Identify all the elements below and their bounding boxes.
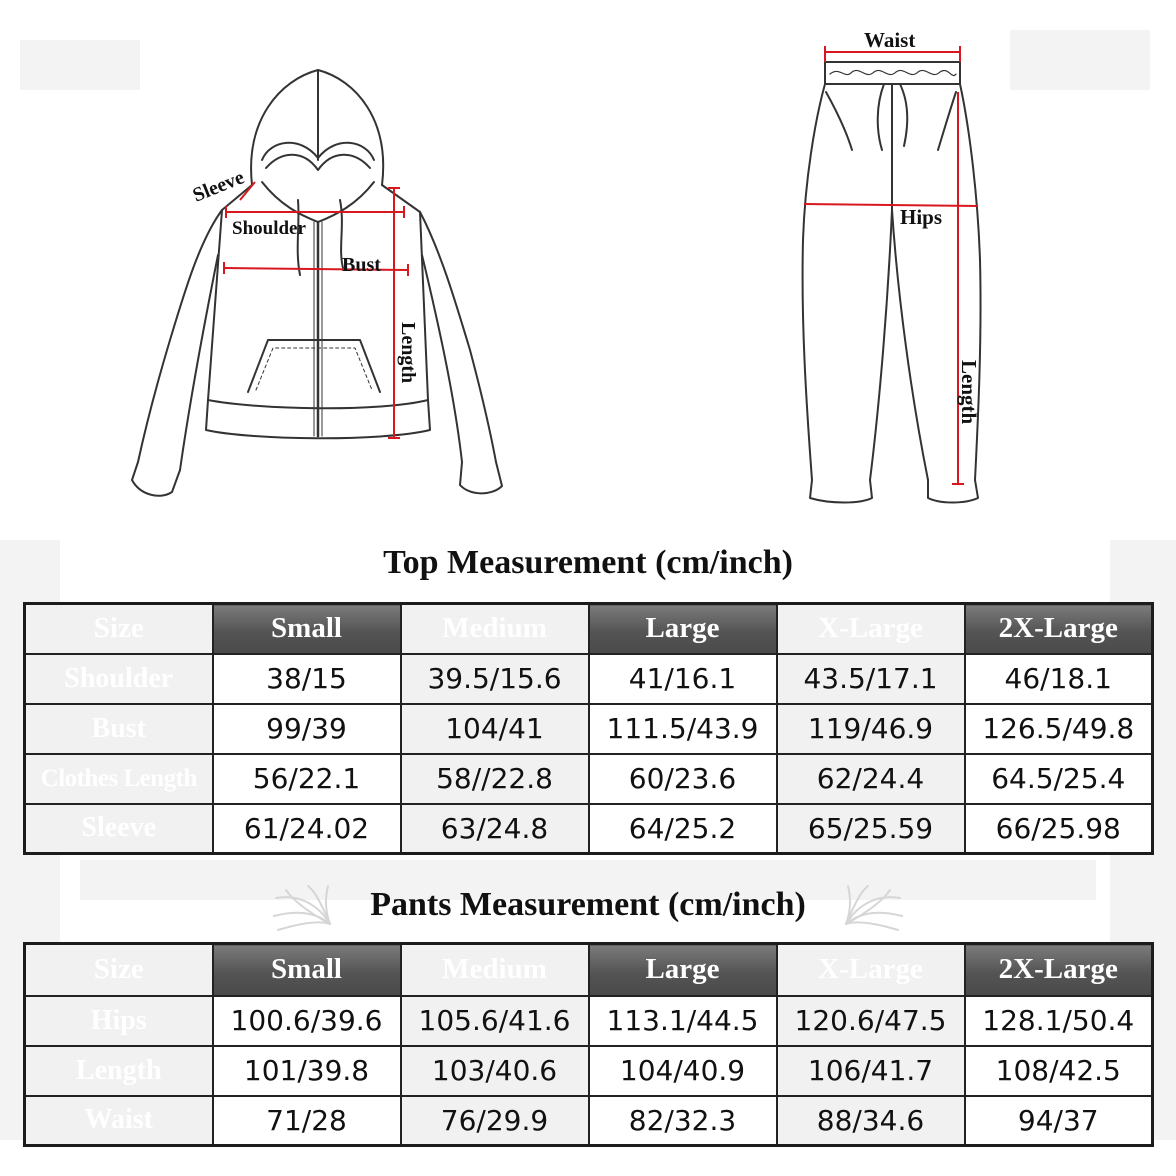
row-label-waist: Waist [25,1096,213,1146]
table-header-row [25,944,1153,996]
table-cell: 38/15 [213,654,401,704]
header-x-large: X-Large [777,604,965,654]
table-row [25,996,1153,1046]
table-cell: 56/22.1 [213,754,401,804]
garment-diagrams [0,0,1176,520]
table-cell: 111.5/43.9 [589,704,777,754]
table-cell: 119/46.9 [777,704,965,754]
header-2x-large: 2X-Large [965,944,1153,996]
table-cell: 63/24.8 [401,804,589,854]
table-cell: 104/41 [401,704,589,754]
header-x-large: X-Large [777,944,965,996]
table-cell: 61/24.02 [213,804,401,854]
table-cell: 64/25.2 [589,804,777,854]
hoodie-illustration [132,70,502,496]
table-row [25,654,1153,704]
table-cell: 94/37 [965,1096,1153,1146]
table-cell: 126.5/49.8 [965,704,1153,754]
sleeve-label: Sleeve [189,166,248,207]
table-cell: 104/40.9 [589,1046,777,1096]
table-cell: 76/29.9 [401,1096,589,1146]
table-row [25,1046,1153,1096]
pants-size-table [23,942,1154,1147]
table-header-row [25,604,1153,654]
header-medium: Medium [401,944,589,996]
table-row [25,1096,1153,1146]
table-cell: 128.1/50.4 [965,996,1153,1046]
table-cell: 120.6/47.5 [777,996,965,1046]
pants-measurement-title: Pants Measurement (cm/inch) [370,886,806,923]
shoulder-label: Shoulder [232,218,306,239]
row-label-shoulder: Shoulder [25,654,213,704]
table-cell: 62/24.4 [777,754,965,804]
pants-illustration [803,62,981,503]
table-row [25,704,1153,754]
header-size: Size [25,604,213,654]
top-size-table [23,602,1154,855]
table-row [25,754,1153,804]
header-large: Large [589,944,777,996]
row-label-sleeve: Sleeve [25,804,213,854]
table-cell: 113.1/44.5 [589,996,777,1046]
table-cell: 108/42.5 [965,1046,1153,1096]
header-small: Small [213,604,401,654]
row-label-clothes-length: Clothes Length [25,754,213,804]
row-label-hips: Hips [25,996,213,1046]
table-cell: 99/39 [213,704,401,754]
table-cell: 106/41.7 [777,1046,965,1096]
table-cell: 101/39.8 [213,1046,401,1096]
header-size: Size [25,944,213,996]
row-label-length: Length [25,1046,213,1096]
top-measurement-title: Top Measurement (cm/inch) [383,544,793,581]
pants-length-label: Length [957,360,981,425]
table-cell: 100.6/39.6 [213,996,401,1046]
table-cell: 41/16.1 [589,654,777,704]
table-cell: 46/18.1 [965,654,1153,704]
table-cell: 105.6/41.6 [401,996,589,1046]
table-cell: 64.5/25.4 [965,754,1153,804]
table-cell: 71/28 [213,1096,401,1146]
bust-label: Bust [342,254,381,276]
table-cell: 103/40.6 [401,1046,589,1096]
table-cell: 60/23.6 [589,754,777,804]
top-length-label: Length [397,322,419,384]
table-cell: 65/25.59 [777,804,965,854]
header-2x-large: 2X-Large [965,604,1153,654]
hoodie-and-pants-illustration [0,0,1176,520]
table-cell: 66/25.98 [965,804,1153,854]
table-row [25,804,1153,854]
row-label-bust: Bust [25,704,213,754]
table-cell: 39.5/15.6 [401,654,589,704]
table-cell: 88/34.6 [777,1096,965,1146]
header-medium: Medium [401,604,589,654]
hips-label: Hips [900,205,943,229]
header-large: Large [589,604,777,654]
header-small: Small [213,944,401,996]
table-cell: 58//22.8 [401,754,589,804]
table-cell: 43.5/17.1 [777,654,965,704]
table-cell: 82/32.3 [589,1096,777,1146]
waist-label: Waist [864,28,916,52]
